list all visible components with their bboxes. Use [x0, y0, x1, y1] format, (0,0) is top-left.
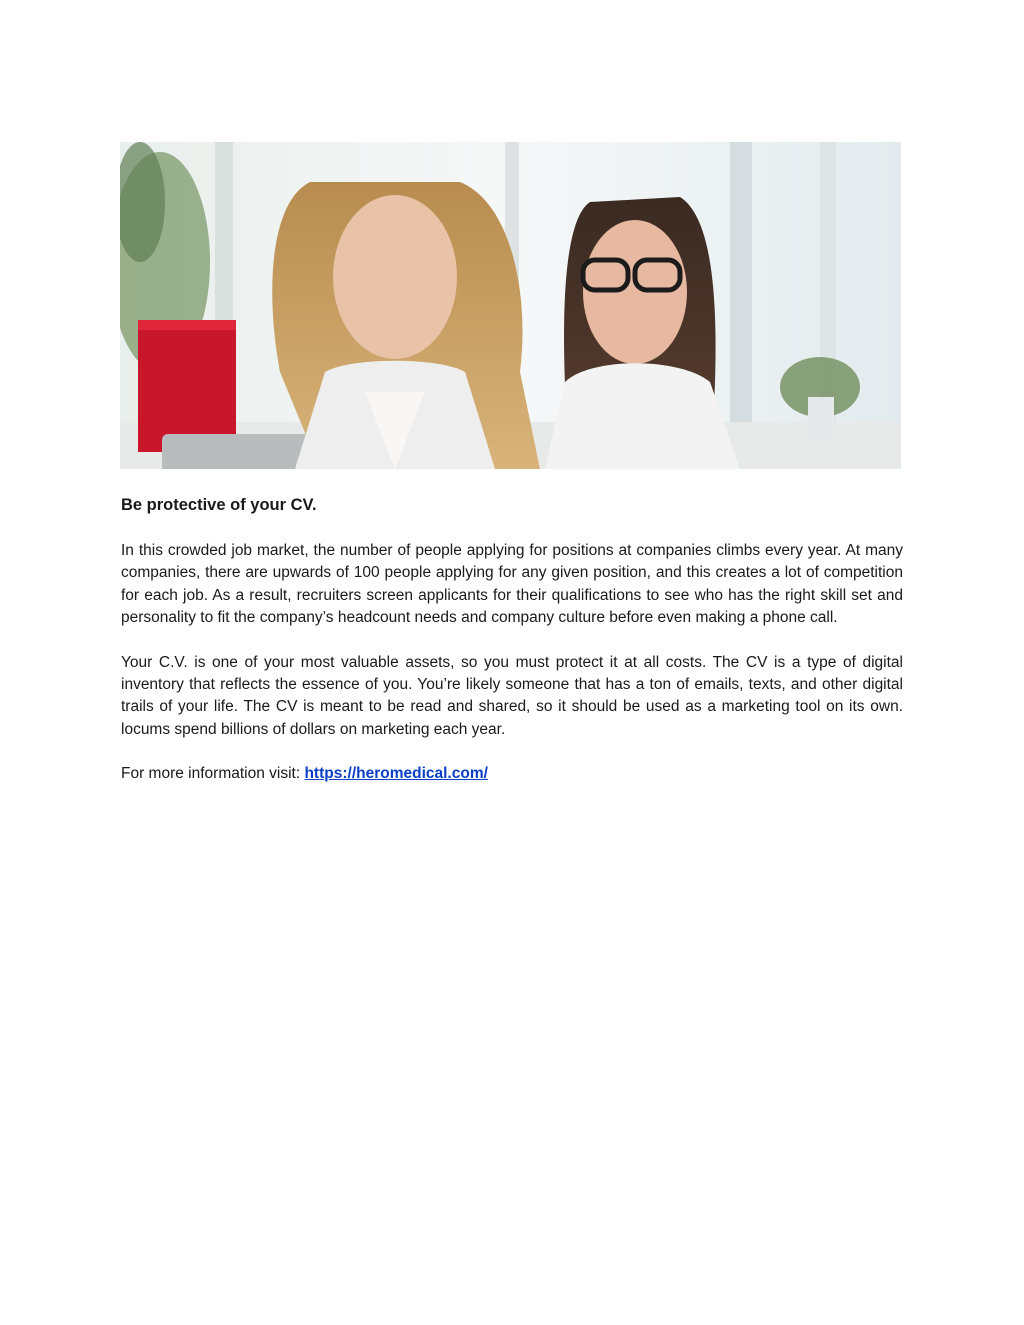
paragraph-2: Your C.V. is one of your most valuable assets, so you must protect it at all costs. The CV is a type of digital inventory that reflects the essence of you. You’re likely someone that has a ton of emails, texts, and other digital trails of your life. The CV is meant to be read and shared, so it should be used as a marketing tool on its own. locums spend billions of dollars on marketing each year.	[121, 653, 903, 738]
website-link[interactable]: https://heromedical.com/	[304, 765, 488, 783]
article	[121, 494, 903, 786]
more-info-line	[121, 763, 903, 785]
more-info-label: For more information visit:	[121, 765, 305, 783]
paragraph-1: In this crowded job market, the number of people applying for positions at companies climbs every year. At many companies, there are upwards of 100 people applying for any given position, and this creates a lot of competition for each job. As a result, recruiters screen applicants for their qualifications to see who has the right skill set and personality to fit the company’s headcount needs and company culture before even making a phone call.	[121, 542, 903, 627]
hero-photo	[120, 142, 901, 469]
article-heading: Be protective of your CV.	[121, 496, 317, 514]
